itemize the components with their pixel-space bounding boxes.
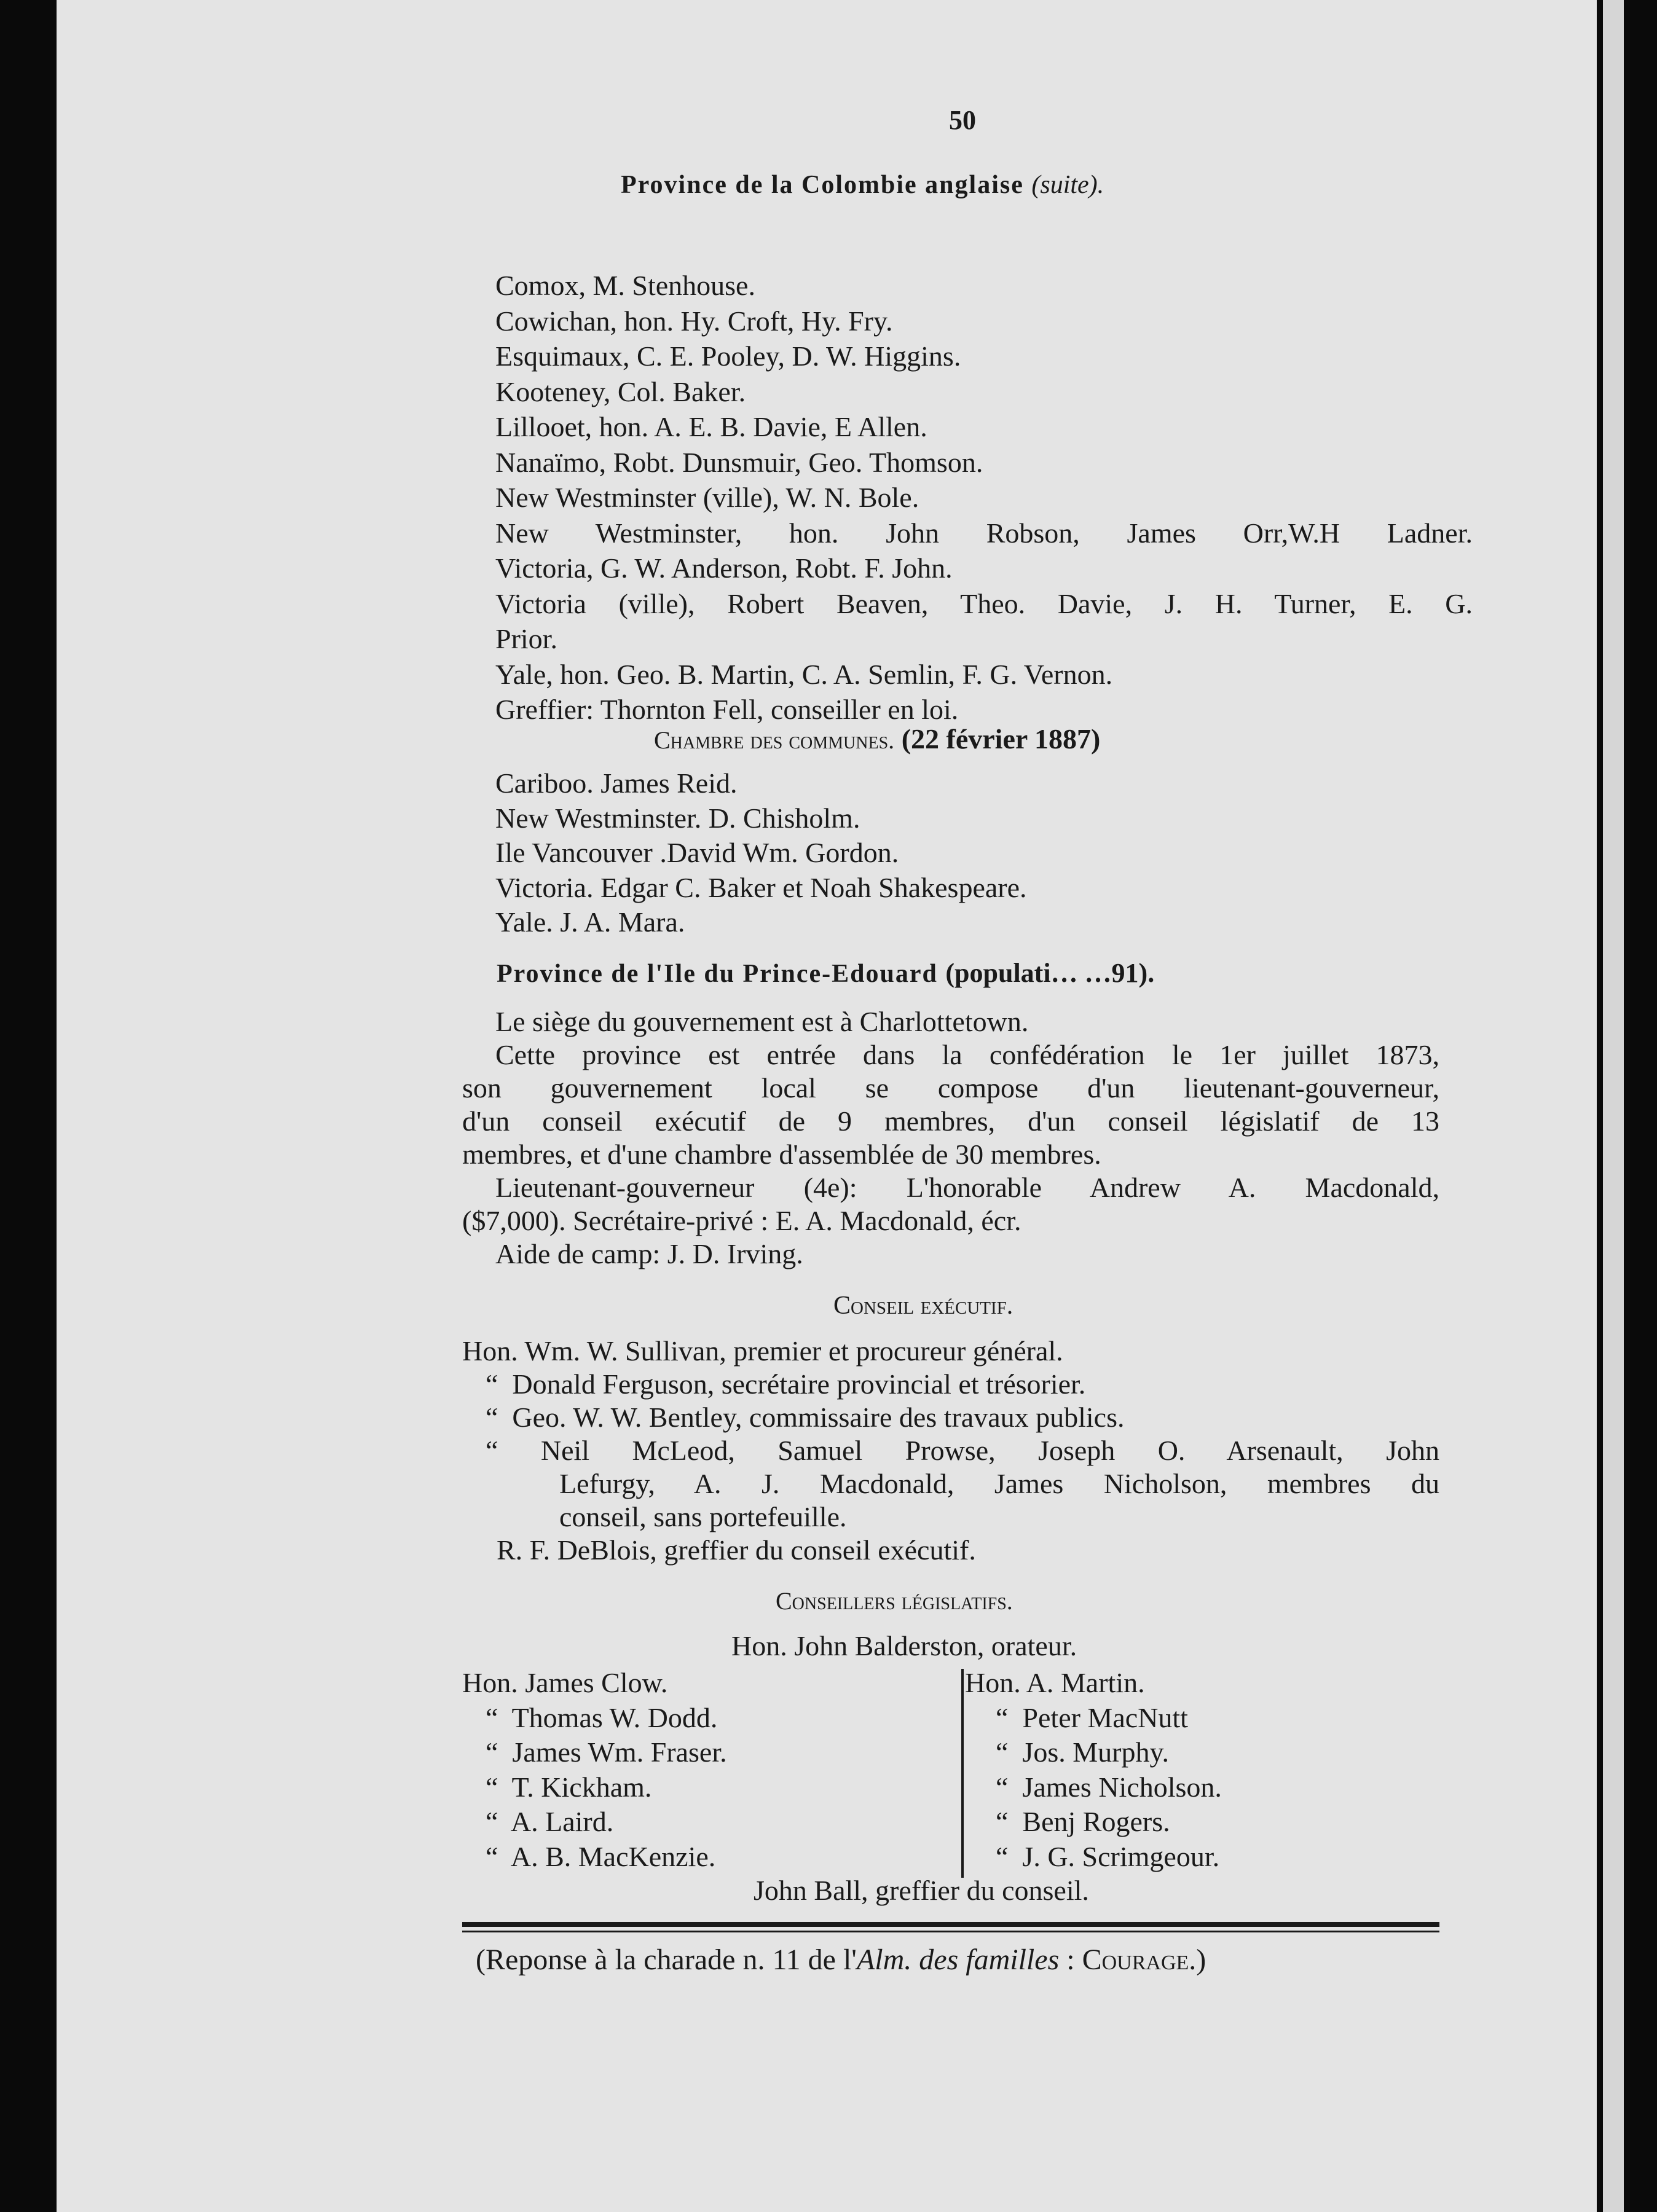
- member-line: Esquimaux, C. E. Pooley, D. W. Higgins.: [495, 340, 961, 372]
- councillor-right: “ J. G. Scrimgeour.: [996, 1840, 1220, 1872]
- council-clerk: John Ball, greffier du conseil.: [754, 1875, 1089, 1906]
- councillor-left: “ James Wm. Fraser.: [486, 1736, 727, 1768]
- member-line: Prior.: [495, 623, 557, 654]
- exec-line: conseil, sans portefeuille.: [559, 1501, 847, 1532]
- member-line: Lillooet, hon. A. E. B. Davie, E Allen.: [495, 411, 927, 442]
- footer-note: [476, 1945, 1206, 1975]
- page-number: 50: [949, 105, 976, 135]
- exec-line: “ Geo. W. W. Bentley, commissaire des travaux publics.: [486, 1402, 1125, 1433]
- footer-text: (Reponse à la charade n. 11 de l': [476, 1943, 857, 1976]
- commons-line: Yale. J. A. Mara.: [495, 906, 685, 938]
- section-title-colombie: [621, 172, 1104, 198]
- councillor-right: “ Benj Rogers.: [996, 1806, 1170, 1837]
- councillor-right: “ James Nicholson.: [996, 1771, 1222, 1803]
- section-title-suffix: (populati… …91).: [945, 958, 1155, 988]
- commons-line: Victoria. Edgar C. Baker et Noah Shakespeare.: [495, 871, 1027, 903]
- commons-heading-line: [654, 725, 1100, 753]
- footer-italic: Alm. des familles: [856, 1943, 1060, 1976]
- commons-heading: Chambre des communes.: [654, 726, 895, 754]
- paragraph-line: son gouvernement local se compose d'un lieutenant-gouverneur,: [462, 1072, 1439, 1104]
- paragraph-line: ($7,000). Secrétaire-privé : E. A. Macdonald, écr.: [462, 1205, 1021, 1236]
- councillor-right: “ Jos. Murphy.: [996, 1736, 1169, 1768]
- councillor-left: “ A. B. MacKenzie.: [486, 1840, 716, 1872]
- member-line: Yale, hon. Geo. B. Martin, C. A. Semlin, F. G. Vernon.: [495, 658, 1113, 690]
- section-title-pei: [497, 960, 1154, 987]
- next-page-edge: [1603, 0, 1624, 2212]
- speaker: Hon. John Balderston, orateur.: [731, 1630, 1077, 1661]
- paragraph-line: d'un conseil exécutif de 9 membres, d'un conseil législatif de 13: [462, 1105, 1439, 1137]
- paragraph-line: Lieutenant-gouverneur (4e): L'honorable Andrew A. Macdonald,: [495, 1172, 1439, 1203]
- member-line: Kooteney, Col. Baker.: [495, 375, 746, 407]
- exec-heading: Conseil exécutif.: [833, 1292, 1013, 1320]
- exec-line: “ Donald Ferguson, secrétaire provincial et trésorier.: [486, 1368, 1086, 1400]
- councillor-left: “ A. Laird.: [486, 1806, 614, 1837]
- section-title-text: Province de l'Ile du Prince-Edouard: [497, 960, 938, 988]
- councillor-left: “ Thomas W. Dodd.: [486, 1701, 718, 1733]
- member-line: Cowichan, hon. Hy. Croft, Hy. Fry.: [495, 305, 893, 337]
- paragraph-line: Aide de camp: J. D. Irving.: [495, 1238, 803, 1269]
- member-line: New Westminster (ville), W. N. Bole.: [495, 482, 919, 513]
- member-line: Victoria (ville), Robert Beaven, Theo. Davie, J. H. Turner, E. G.: [495, 587, 1473, 619]
- footer-rule: [462, 1922, 1439, 1927]
- footer-rule-thin: [462, 1931, 1439, 1932]
- councillor-right: “ Peter MacNutt: [996, 1701, 1188, 1733]
- member-line: New Westminster, hon. John Robson, James Orr,W.H Ladner.: [495, 517, 1473, 549]
- paragraph-line: Le siège du gouvernement est à Charlottetown.: [495, 1006, 1029, 1037]
- member-line: Nanaïmo, Robt. Dunsmuir, Geo. Thomson.: [495, 446, 983, 478]
- paragraph-line: Cette province est entrée dans la confédération le 1er juillet 1873,: [495, 1039, 1439, 1070]
- commons-line: Ile Vancouver .David Wm. Gordon.: [495, 837, 899, 868]
- exec-line: Lefurgy, A. J. Macdonald, James Nicholson, membres du: [559, 1468, 1439, 1499]
- member-line: Comox, M. Stenhouse.: [495, 270, 755, 301]
- commons-line: New Westminster. D. Chisholm.: [495, 802, 860, 834]
- section-title-text: Province de la Colombie anglaise: [621, 171, 1024, 199]
- councillor-left: “ T. Kickham.: [486, 1771, 652, 1803]
- commons-line: Cariboo. James Reid.: [495, 767, 738, 799]
- commons-date: (22 février 1887): [901, 723, 1101, 755]
- exec-line: R. F. DeBlois, greffier du conseil exécutif.: [497, 1534, 976, 1566]
- councillor-right: Hon. A. Martin.: [965, 1667, 1145, 1698]
- leg-heading: Conseillers législatifs.: [776, 1587, 1013, 1615]
- paragraph-line: membres, et d'une chambre d'assemblée de 30 membres.: [462, 1139, 1101, 1170]
- member-line: Victoria, G. W. Anderson, Robt. F. John.: [495, 552, 953, 584]
- exec-line: Hon. Wm. W. Sullivan, premier et procureur général.: [462, 1335, 1063, 1367]
- councillor-left: Hon. James Clow.: [462, 1667, 668, 1698]
- footer-end: : Courage.): [1059, 1943, 1206, 1976]
- section-title-suffix: (suite).: [1031, 171, 1104, 199]
- exec-line: “ Neil McLeod, Samuel Prowse, Joseph O. Arsenault, John: [486, 1435, 1439, 1466]
- column-divider: [961, 1669, 964, 1878]
- member-line: Greffier: Thornton Fell, conseiller en loi.: [495, 694, 959, 725]
